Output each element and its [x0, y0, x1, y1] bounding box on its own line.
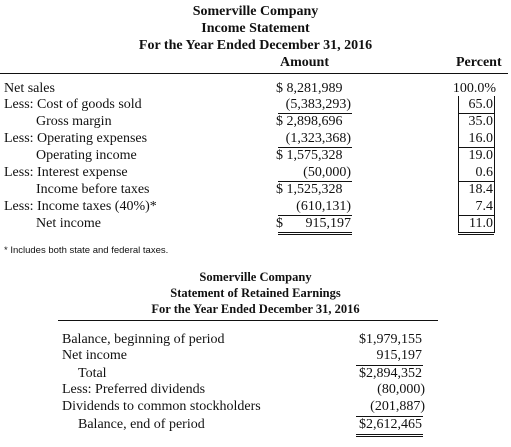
is-row-amount: (1,323,368) [285, 131, 351, 146]
re-amount-double-rule-top [356, 434, 423, 435]
re-row-amount: (80,000) [377, 382, 425, 397]
is-row-label: Less: Interest expense [4, 165, 128, 180]
re-company-name: Somerville Company [199, 270, 312, 284]
is-row-amount: (610,131) [296, 199, 351, 214]
re-row-label: Balance, end of period [78, 417, 205, 432]
is-row-label: Less: Operating expenses [4, 131, 148, 146]
is-row-amount: (5,383,293) [285, 97, 351, 112]
is-row-percent: 16.0 [468, 131, 493, 146]
re-row-label: Net income [62, 348, 127, 363]
is-row-percent: 7.4 [475, 199, 493, 214]
is-row-percent: 18.4 [468, 182, 493, 197]
is-percent-right-line [494, 96, 495, 233]
is-row-label: Less: Income taxes (40%)* [4, 199, 157, 214]
is-row-label: Net income [36, 216, 101, 231]
re-header-rule [58, 320, 438, 321]
is-percent-header: Percent [456, 55, 502, 70]
is-row-amount: $ 1,575,328 [276, 148, 343, 163]
is-company-name: Somerville Company [192, 4, 319, 19]
re-period: For the Year Ended December 31, 2016 [151, 302, 360, 316]
re-row-amount: $2,894,352 [359, 366, 422, 381]
is-row-amount: $ 8,281,989 [276, 81, 343, 96]
is-amount-double-rule-bottom [278, 234, 352, 235]
is-title: Income Statement [201, 21, 310, 36]
is-row-label: Operating income [36, 148, 137, 163]
is-row-percent: 0.6 [475, 165, 493, 180]
re-row-amount: $2,612,465 [359, 417, 422, 432]
is-row-label: Income before taxes [36, 182, 150, 197]
is-row-amount: (50,000) [303, 165, 351, 180]
is-header-rule [0, 73, 508, 74]
is-row-percent: 35.0 [468, 114, 493, 129]
is-row-amount: 915,197 [305, 216, 351, 231]
re-title: Statement of Retained Earnings [170, 286, 341, 300]
is-amount-header: Amount [280, 55, 330, 70]
is-row-label: Net sales [4, 81, 55, 96]
is-row-label: Less: Cost of goods sold [4, 97, 142, 112]
is-row-percent: 19.0 [468, 148, 493, 163]
re-row-label: Balance, beginning of period [62, 332, 225, 347]
is-percent-left-line [458, 96, 459, 233]
is-row-percent: 11.0 [469, 216, 493, 231]
re-row-amount: $1,979,155 [359, 332, 422, 347]
re-row-label: Total [78, 366, 107, 381]
is-row-percent: 100.0% [452, 81, 496, 96]
re-row-amount: 915,197 [376, 348, 422, 363]
is-percent-double-rule-bottom [458, 234, 494, 235]
is-period: For the Year Ended December 31, 2016 [138, 38, 373, 53]
re-row-amount: (201,887) [370, 399, 425, 414]
is-footnote: * Includes both state and federal taxes. [4, 245, 169, 256]
is-row-amount: $ 1,525,328 [276, 182, 343, 197]
re-row-label: Less: Preferred dividends [62, 382, 206, 397]
is-row-label: Gross margin [36, 114, 112, 129]
re-amount-double-rule-bottom [356, 436, 423, 437]
re-row-label: Dividends to common stockholders [62, 399, 261, 414]
is-amount-double-rule-top [278, 232, 352, 233]
is-percent-double-rule-top [458, 232, 494, 233]
is-row-amount: $ 2,898,696 [276, 114, 343, 129]
is-row-percent: 65.0 [468, 97, 493, 112]
is-row-amount-symbol: $ [276, 216, 283, 231]
